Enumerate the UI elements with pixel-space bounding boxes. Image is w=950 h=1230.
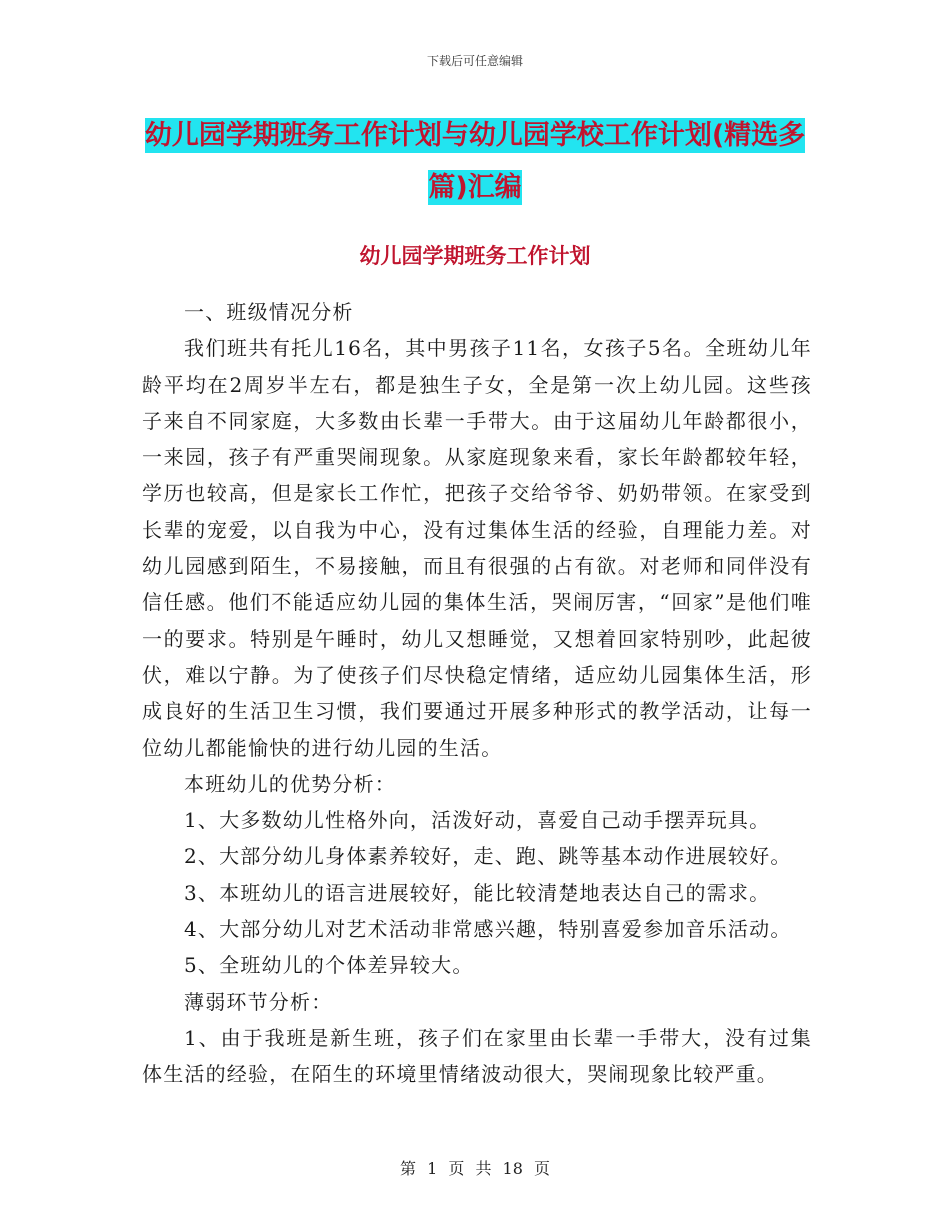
list-item-strength-3: 3、本班幼儿的语言进展较好，能比较清楚地表达自己的需求。 [184, 880, 771, 905]
page-footer: 第 1 页 共 18 页 [400, 1159, 550, 1178]
list-item-strength-5: 5、全班幼儿的个体差异较大。 [184, 953, 474, 978]
list-item-strength-2: 2、大部分幼儿身体素养较好，走、跑、跳等基本动作进展较好。 [184, 844, 792, 869]
document-body [142, 294, 812, 1093]
header-note: 下载后可任意编辑 [426, 54, 523, 68]
heading-strengths: 本班幼儿的优势分析： [184, 771, 396, 796]
list-item-strength-1: 1、大多数幼儿性格外向，活泼好动，喜爱自己动手摆弄玩具。 [184, 808, 771, 833]
paragraph-class-overview: 我们班共有托儿16名，其中男孩子11名，女孩子5名。全班幼儿年龄平均在2周岁半左右，都是独生子女，全是第一次上幼儿园。这些孩子来自不同家庭，大多数由长辈一手带大。由于这届幼儿年龄都很小，一来园，孩子有严重哭闹现象。从家庭现象来看，家长年龄都较年轻，学历也较高，但是家长工作忙，把孩子交给爷爷、奶奶带领。在家受到长辈的宠爱，以自我为中心，没有过集体生活的经验，自理能力差。对幼儿园感到陌生，不易接触，而且有很强的占有欲。对老师和同伴没有信任感。他们不能适应幼儿园的集体生活，哭闹厉害，“回家”是他们唯一的要求。特别是午睡时，幼儿又想睡觉，又想着回家特别吵，此起彼伏，难以宁静。为了使孩子们尽快稳定情绪，适应幼儿园集体生活，形成良好的生活卫生习惯，我们要通过开展多种形式的教学活动，让每一位幼儿都能愉快的进行幼儿园的生活。 [142, 336, 812, 760]
heading-class-analysis: 一、班级情况分析 [184, 300, 354, 324]
heading-weaknesses: 薄弱环节分析： [184, 989, 333, 1014]
section-title: 幼儿园学期班务工作计划 [359, 244, 591, 268]
list-item-weakness-1: 1、由于我班是新生班，孩子们在家里由长辈一手带大，没有过集体生活的经验，在陌生的环境里情绪波动很大，哭闹现象比较严重。 [142, 1025, 812, 1087]
list-item-strength-4: 4、大部分幼儿对艺术活动非常感兴趣，特别喜爱参加音乐活动。 [184, 917, 792, 942]
document-title [140, 110, 810, 214]
document-title-text: 幼儿园学期班务工作计划与幼儿园学校工作计划(精选多篇)汇编 [144, 120, 806, 203]
